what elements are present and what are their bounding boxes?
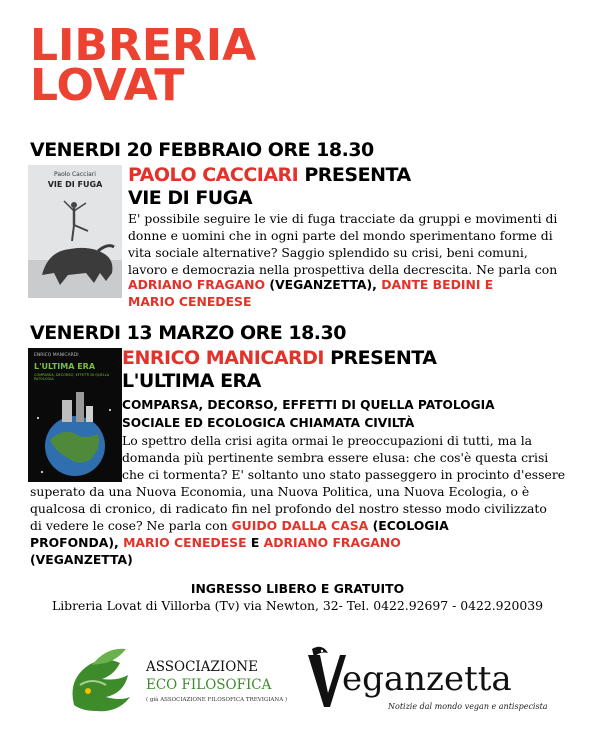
event2-desc-line: superato da una Nuova Economia, una Nuova Politica, una Nuova Ecologia, o è (30, 484, 530, 499)
event2-book-cover (28, 348, 122, 482)
event2-desc-line: domanda più pertinente sembra essere elusa: che cos'è questa crisi (122, 450, 549, 465)
event2-speaker-1: GUIDO DALLA CASA (231, 518, 369, 533)
event2-heading (122, 347, 436, 369)
event2-conjunction: E (246, 535, 264, 550)
veganzetta-logo (306, 645, 566, 725)
event2-cover-author: ENRICO MANICARDI (34, 353, 79, 358)
event2-desc-line: qualcosa di cronico, di radicato fin nel profondo del nostro stesso modo civilizzato (30, 501, 547, 516)
event1-speakers (128, 276, 493, 293)
event2-date: VENERDI 13 MARZO ORE 18.30 (30, 322, 346, 344)
event2-desc-line: di vedere le cose? Ne parla con (30, 518, 232, 533)
event1-cover-author: Paolo Cacciari (54, 171, 96, 178)
event1-desc-line: donne e uomini che in ogni parte del mondo sperimentano forme di (128, 228, 553, 243)
event1-speaker-3: MARIO CENEDESE (128, 294, 252, 309)
event1-presents: PRESENTA (304, 164, 411, 186)
event1-date: VENERDI 20 FEBBRAIO ORE 18.30 (30, 139, 374, 161)
event1-cover-title: VIE DI FUGA (47, 180, 103, 189)
leaf-head-icon (62, 645, 146, 717)
event1-speaker-1: ADRIANO FRAGANO (128, 277, 266, 292)
veganzetta-name: eganzetta (342, 659, 512, 699)
associazione-ecofilosofica-logo (62, 645, 288, 717)
event1-speaker-1-org: (VEGANZETTA), (265, 277, 382, 292)
venue-address: Libreria Lovat di Villorba (Tv) via Newton, 32- Tel. 0422.92697 - 0422.920039 (51, 598, 543, 613)
event2-title: L'ULTIMA ERA (122, 370, 261, 392)
event2-speaker-1-org-a: (ECOLOGIA (368, 518, 449, 533)
event1-speaker-2: DANTE BEDINI E (381, 277, 494, 292)
event2-desc-line: che ci tormenta? E' soltanto uno stato passeggero in procinto d'essere (122, 467, 566, 482)
event2-speaker-1-org-b: PROFONDA), (30, 535, 124, 550)
event1-desc-line: lavoro e democrazia nella prospettiva della decrescita. Ne parla con (128, 262, 558, 277)
assoc-name-line-3: ( già ASSOCIAZIONE FILOSOFICA TREVIGIANA ) (146, 697, 288, 703)
event2-desc-last-line (30, 517, 575, 534)
entry-notice: INGRESSO LIBERO E GRATUITO (190, 581, 405, 596)
event1-desc-line: E' possibile seguire le vie di fuga tracciate da gruppi e movimenti di (128, 211, 558, 226)
event2-subtitle-2: SOCIALE ED ECOLOGICA CHIAMATA CIVILTÀ (122, 416, 415, 430)
event2-speaker-3-org: (VEGANZETTA) (30, 552, 133, 567)
event1-heading (128, 164, 411, 186)
event2-speaker-2: MARIO CENEDESE (123, 535, 247, 550)
event2-description-bottom (30, 483, 575, 534)
veganzetta-v-bird-icon (306, 645, 346, 709)
veganzetta-tagline: Notizie dal mondo vegan e antispecista (388, 702, 548, 711)
event2-desc-line: Lo spettro della crisi agita ormai le preoccupazioni di tutti, ma la (122, 433, 533, 448)
brand-line-2: LOVAT (30, 60, 185, 111)
event1-author: PAOLO CACCIARI (128, 164, 299, 186)
event1-book-cover (28, 165, 122, 298)
brand-line-1: LIBRERIA (30, 20, 257, 71)
event2-speakers (30, 534, 401, 551)
event2-cover-title: L'ULTIMA ERA (34, 362, 96, 371)
event1-description (128, 210, 568, 278)
event1-title: VIE DI FUGA (128, 187, 253, 209)
event2-subtitle-1: COMPARSA, DECORSO, EFFETTI DI QUELLA PATOLOGIA (122, 398, 495, 412)
event2-presents: PRESENTA (330, 347, 437, 369)
event2-speaker-3: ADRIANO FRAGANO (263, 535, 401, 550)
assoc-name-line-2: ECO FILOSOFICA (146, 677, 272, 693)
assoc-name-line-1: ASSOCIAZIONE (146, 659, 258, 675)
event2-author: ENRICO MANICARDI (122, 347, 324, 369)
event2-description-top (122, 432, 572, 483)
event1-desc-line: vita sociale alternative? Saggio splendido su crisi, beni comuni, (128, 245, 528, 260)
event2-cover-subtitle: COMPARSA, DECORSO, EFFETTI DI QUELLA PATOLOGIA (34, 373, 110, 381)
